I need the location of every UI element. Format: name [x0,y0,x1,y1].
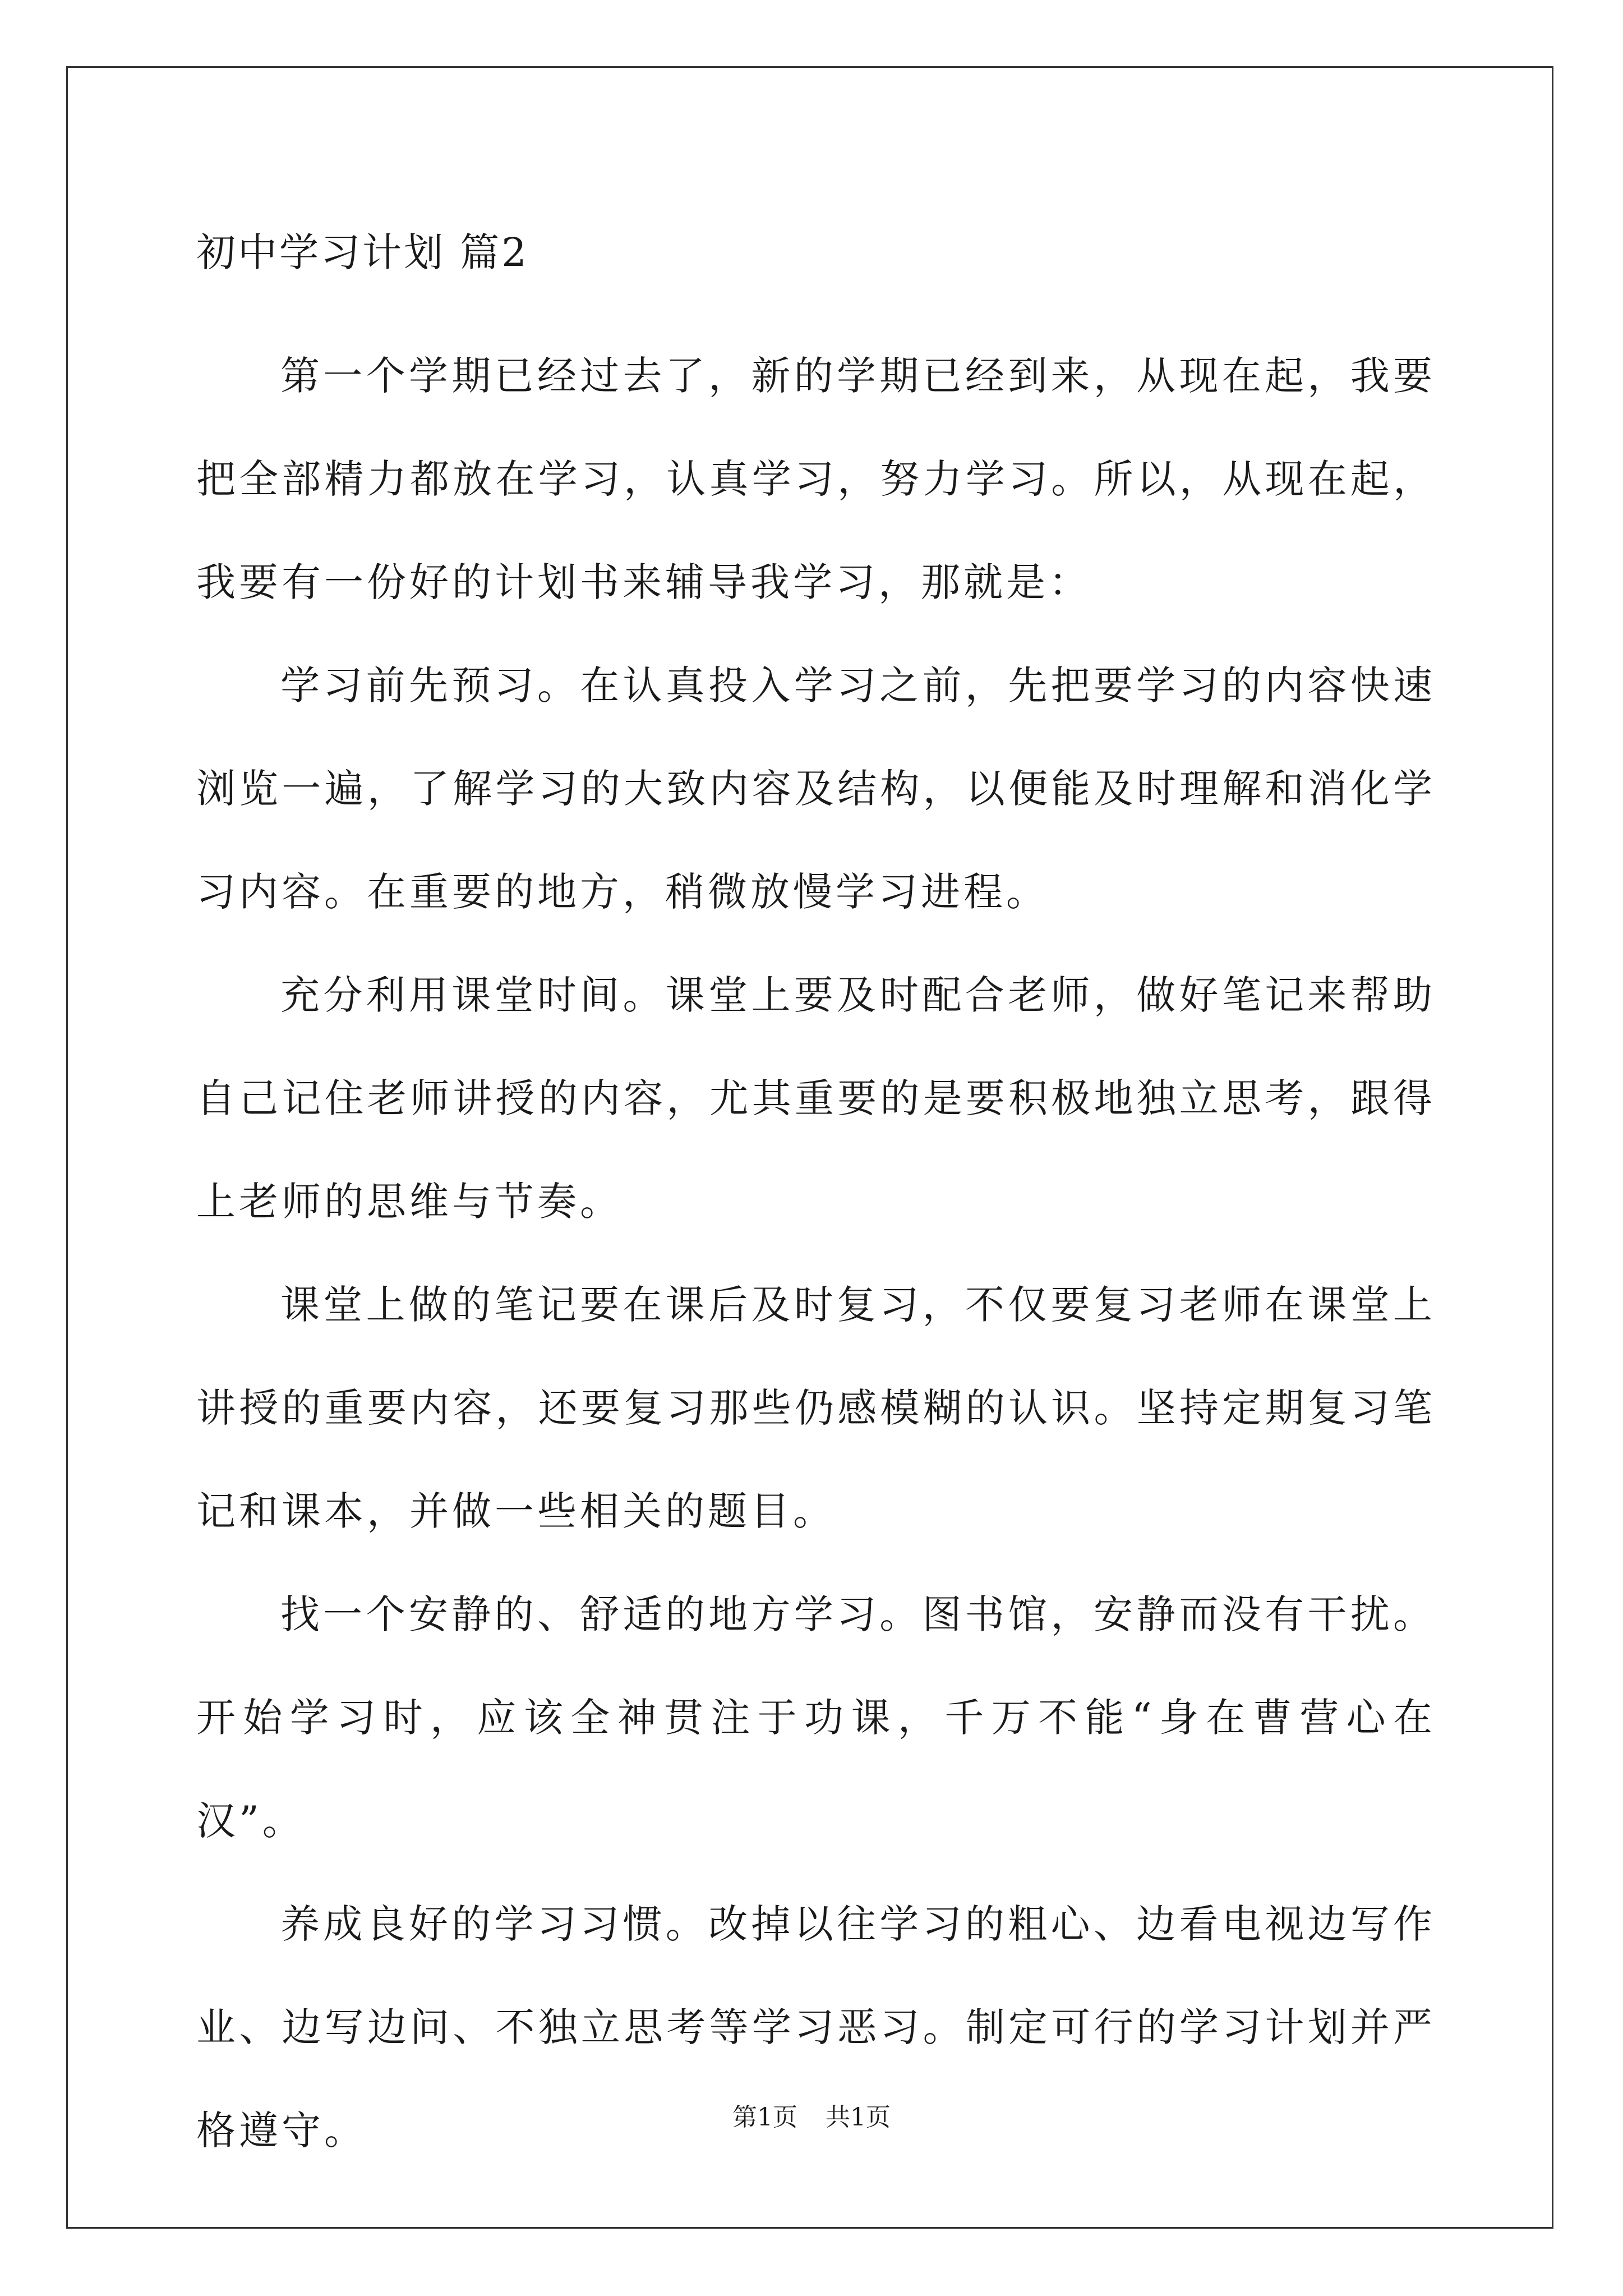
page-footer [0,2101,1623,2134]
paragraph: 课堂上做的笔记要在课后及时复习，不仅要复习老师在课堂上讲授的重要内容，还要复习那些仍感模糊的认识。坚持定期复习笔记和课本，并做一些相关的题目。 [196,1282,1436,1534]
page-number: 第1页 [732,2103,797,2132]
page-total: 共1页 [826,2103,891,2132]
paragraph: 学习前先预习。在认真投入学习之前，先把要学习的内容快速浏览一遍，了解学习的大致内容及结构，以便能及时理解和消化学习内容。在重要的地方，稍微放慢学习进程。 [196,662,1436,915]
paragraph: 找一个安静的、舒适的地方学习。图书馆，安静而没有干扰。开始学习时，应该全神贯注于功课，千万不能“身在曹营心在汉”。 [196,1591,1436,1844]
paragraph: 第一个学期已经过去了，新的学期已经到来，从现在起，我要把全部精力都放在学习，认真学习，努力学习。所以，从现在起，我要有一份好的计划书来辅导我学习，那就是： [196,353,1436,605]
paragraph: 养成良好的学习习惯。改掉以往学习的粗心、边看电视边写作业、边写边问、不独立思考等学习恶习。制定可行的学习计划并严格遵守。 [196,1901,1436,2154]
paragraph: 充分利用课堂时间。课堂上要及时配合老师，做好笔记来帮助自己记住老师讲授的内容，尤其重要的是要积极地独立思考，跟得上老师的思维与节奏。 [196,972,1436,1225]
document-body [196,324,1436,2182]
document-title: 初中学习计划 篇2 [196,229,529,275]
